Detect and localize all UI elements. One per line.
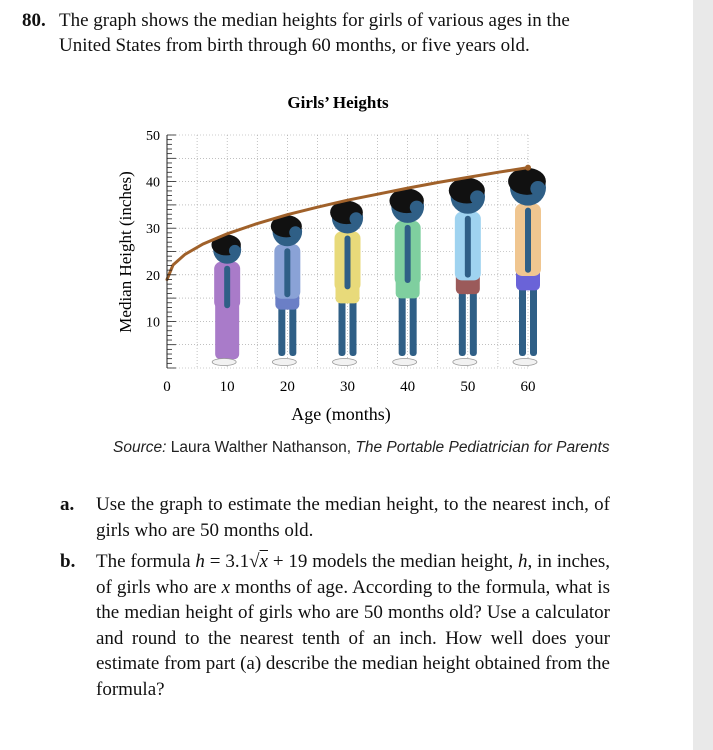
child-figure	[271, 215, 302, 365]
child-face	[410, 201, 424, 215]
child-shoes	[333, 359, 357, 366]
formula-sqrt-var: x	[259, 551, 268, 572]
figures-layer	[211, 168, 546, 366]
child-shoes	[453, 359, 477, 366]
part-b-text-after: + 19 models the median height,	[267, 551, 518, 572]
x-tick-label: 50	[460, 379, 476, 395]
source-book-title: The Portable Pediatrician for Parents	[355, 439, 610, 456]
part-b	[60, 549, 610, 702]
child-shoes	[212, 359, 236, 366]
source-label: Source:	[113, 439, 167, 456]
child-arm	[525, 208, 531, 273]
child-face	[350, 212, 363, 225]
child-figure	[211, 234, 241, 365]
problem-number: 80.	[22, 10, 46, 31]
child-shoes	[513, 359, 537, 366]
x-tick-label: 60	[520, 379, 536, 395]
y-tick-label: 20	[146, 268, 160, 284]
part-b-label: b.	[60, 551, 76, 572]
sqrt-sign: √	[249, 551, 260, 572]
x-tick-label: 10	[219, 379, 235, 395]
x-tick-label: 40	[400, 379, 416, 395]
formula-eq: = 3.1	[204, 551, 250, 572]
child-shoes	[393, 359, 417, 366]
part-a-text: Use the graph to estimate the median height, to the nearest inch, of girls who are 50 months old.	[96, 494, 610, 541]
child-face	[289, 226, 301, 238]
child-face	[530, 181, 545, 196]
y-tick-label: 40	[146, 175, 160, 191]
problem-text: The graph shows the median heights for girls of various ages in the United States from birth through 60 months, or five years old.	[59, 10, 570, 56]
right-sidebar-strip	[693, 0, 713, 750]
child-face	[229, 245, 241, 257]
var-x: x	[221, 576, 231, 598]
child-figure	[330, 201, 363, 366]
question-parts	[60, 492, 610, 708]
child-arm	[405, 225, 411, 283]
child-face	[470, 190, 484, 204]
part-a	[60, 492, 610, 543]
part-a-label: a.	[60, 494, 75, 515]
y-tick-label: 10	[146, 315, 160, 331]
y-axis-label: Median Height (inches)	[116, 171, 135, 333]
part-b-text-before: The formula	[96, 551, 196, 572]
y-tick-label: 30	[146, 222, 160, 238]
child-shoes	[272, 359, 296, 366]
part-b-text-mid: , in inches, of girls who are	[96, 551, 610, 598]
x-tick-label: 20	[279, 379, 295, 395]
curve-endpoint	[525, 165, 531, 171]
source-author: Laura Walther Nathanson,	[170, 439, 352, 456]
var-h-2: h	[517, 551, 528, 572]
child-figure	[508, 168, 546, 366]
child-arm	[345, 235, 351, 289]
source-citation	[113, 437, 623, 459]
child-arm	[465, 216, 471, 278]
formula-var-h: h	[195, 551, 205, 572]
x-tick-label: 30	[340, 379, 355, 395]
child-figure	[389, 188, 424, 365]
child-arm	[284, 248, 290, 297]
part-b-text-end: months of age. According to the formula, what is the median height of girls who are 50 months old? Use a calculator and round to the nearest tenth of an inch. How well does your estimate from part (a) describe the median height obtained from the formula?	[96, 576, 610, 700]
x-axis-label: Age (months)	[291, 404, 391, 424]
x-tick-label: 0	[163, 379, 171, 395]
child-arm	[224, 266, 230, 308]
child-figure	[449, 178, 485, 366]
y-tick-label: 50	[146, 129, 160, 144]
chart-title: Girls’ Heights	[287, 93, 389, 112]
